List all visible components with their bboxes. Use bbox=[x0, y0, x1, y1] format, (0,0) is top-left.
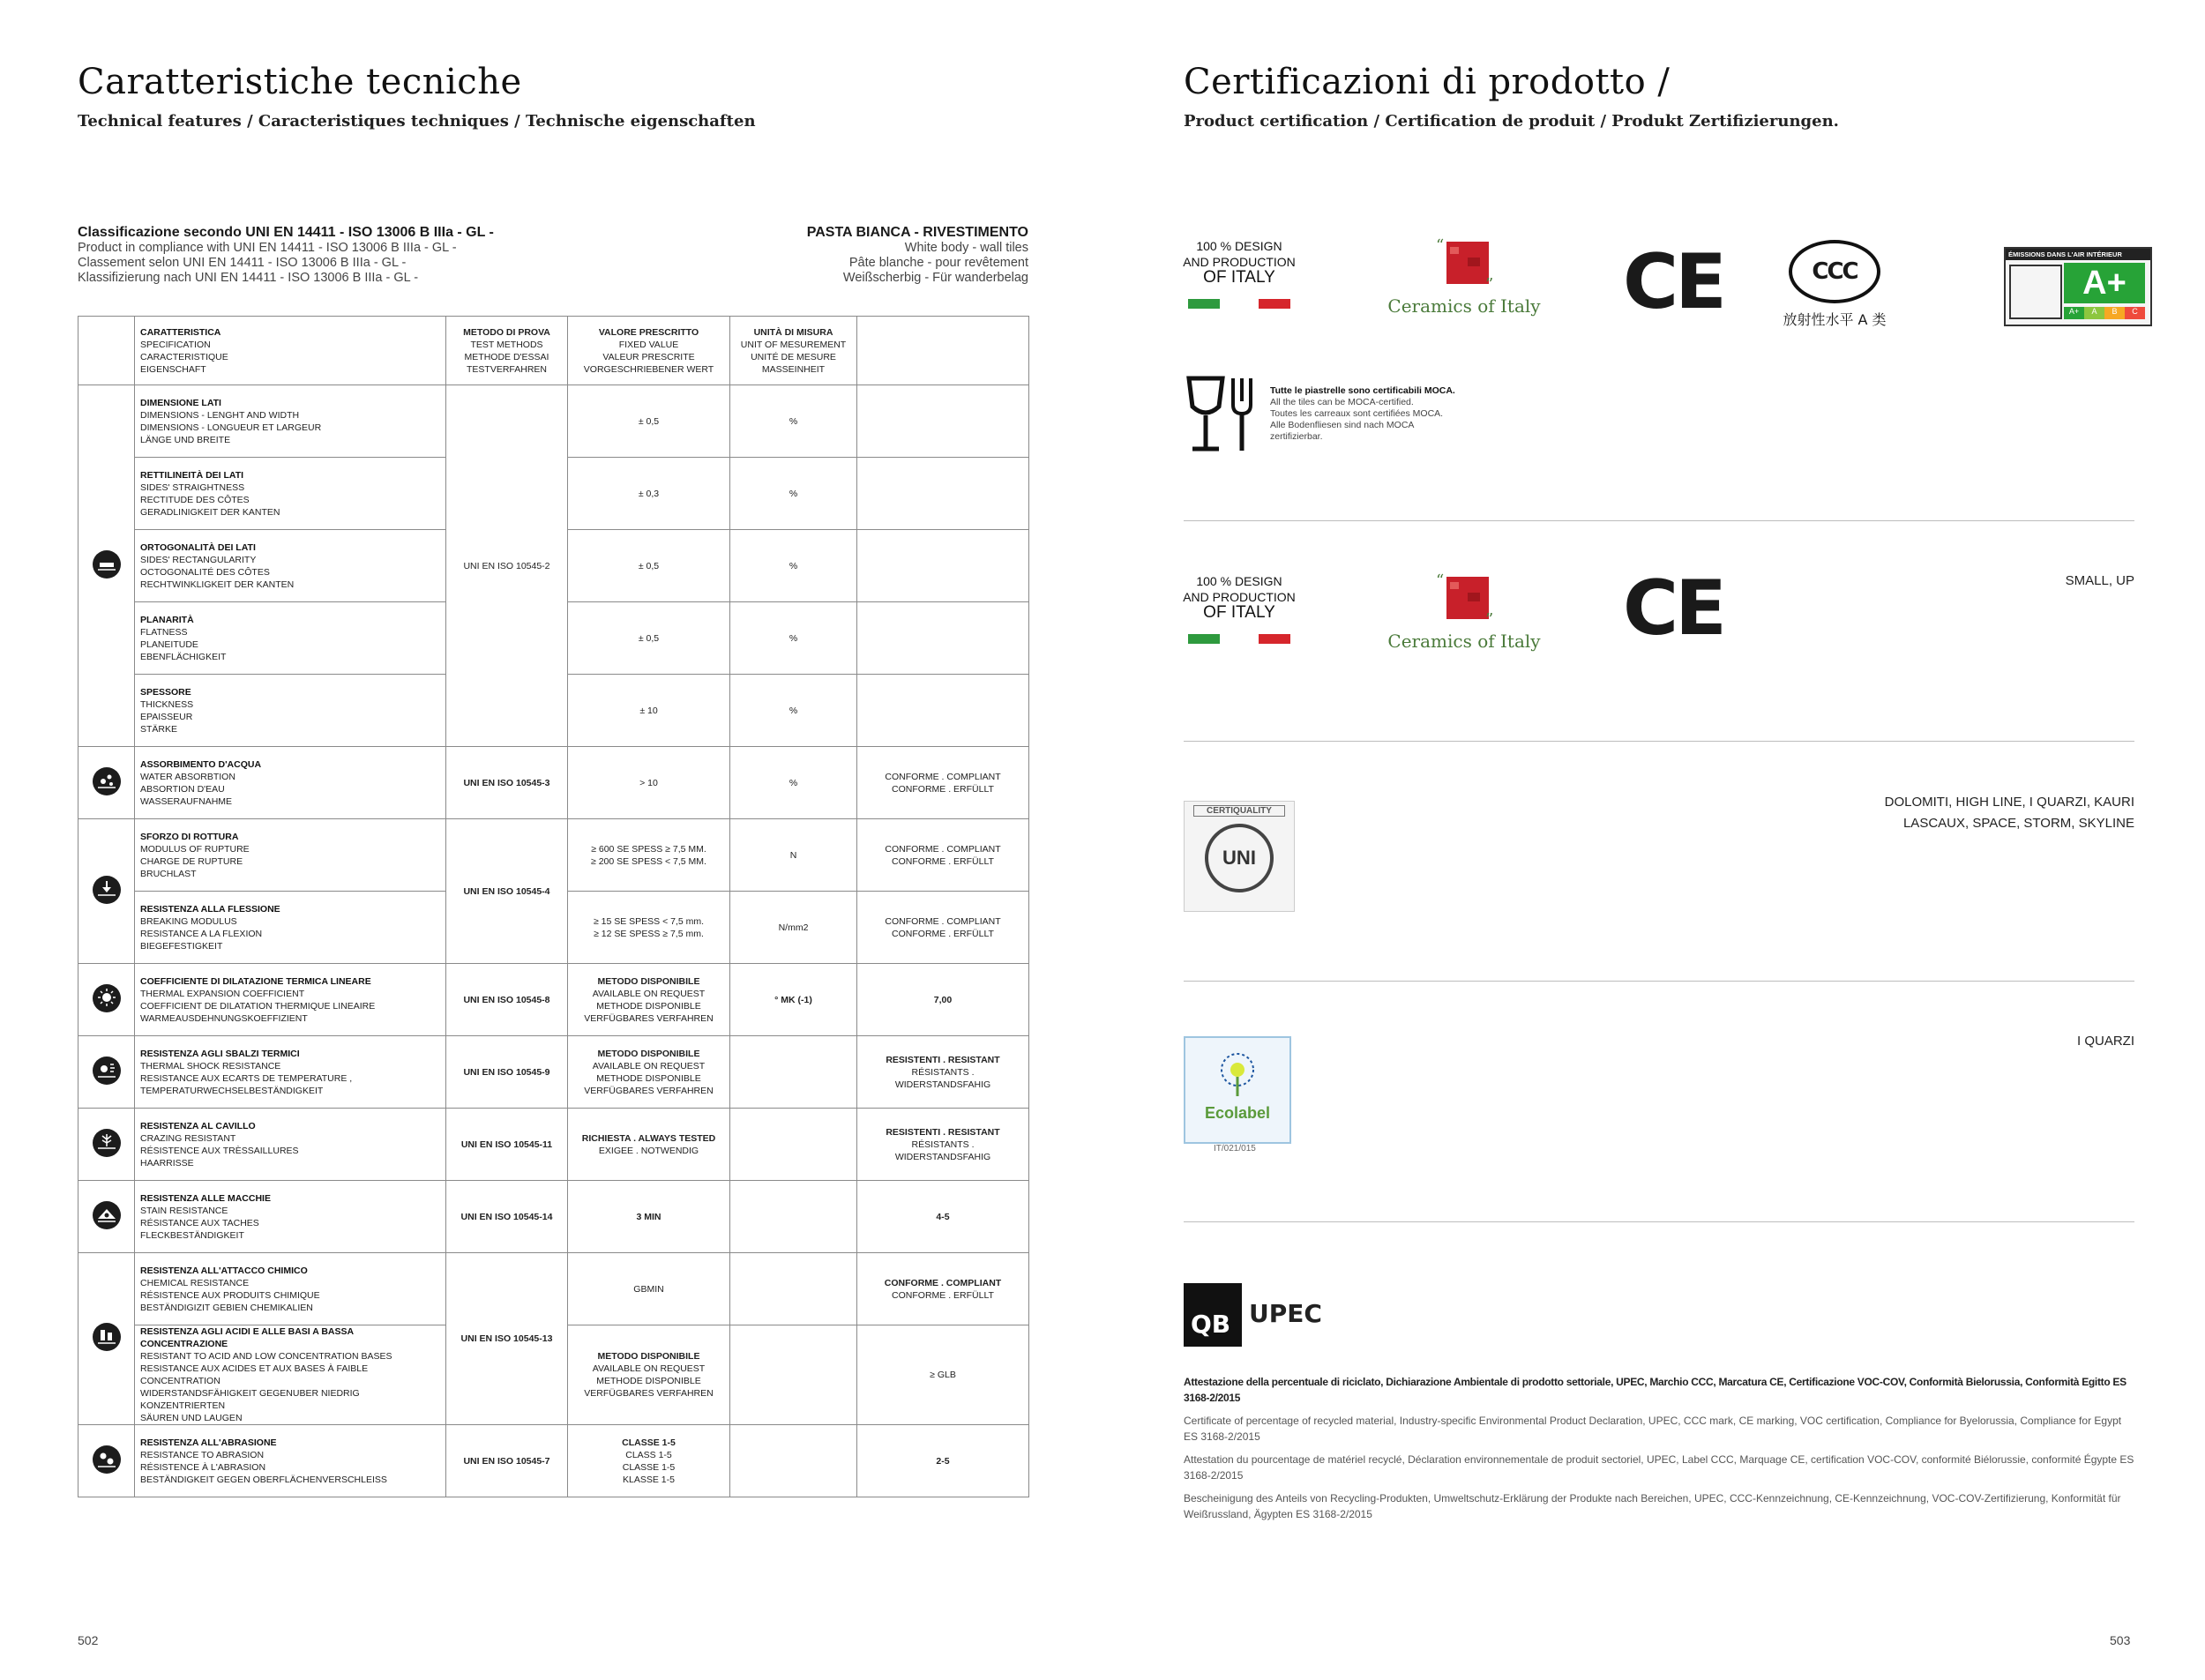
property-cell: ORTOGONALITÀ DEI LATI SIDES' RECTANGULARITY OCTOGONALITÉ DES CÔTES RECHTWINKLIGKEIT DER KANTEN bbox=[135, 530, 446, 602]
classification-line: Klassifizierung nach UNI EN 14411 - ISO 13006 B IIIa - GL - bbox=[78, 271, 419, 285]
value-cell: ± 0,5 bbox=[568, 385, 730, 458]
result-cell: 7,00 bbox=[857, 964, 1029, 1036]
thermal-icon-cell bbox=[78, 964, 135, 1036]
property-cell: SFORZO DI ROTTURA MODULUS OF RUPTURE CHARGE DE RUPTURE BRUCHLAST bbox=[135, 819, 446, 892]
qb-upec-logo: QB UPEC bbox=[1184, 1283, 1334, 1347]
property-cell: RESISTENZA ALLA FLESSIONE BREAKING MODULUS RESISTANCE A LA FLEXION BIEGEFESTIGKEIT bbox=[135, 892, 446, 964]
header-unit: UNITÀ DI MISURA UNIT OF MESUREMENT UNITÉ DE MESURE MASSEINHEIT bbox=[730, 317, 857, 385]
result-cell: 4-5 bbox=[857, 1181, 1029, 1253]
body-type-line: White body - wall tiles bbox=[904, 241, 1028, 255]
method-cell: UNI EN ISO 10545-13 bbox=[446, 1253, 568, 1425]
ecolabel-code: IT/021/015 bbox=[1214, 1144, 1256, 1154]
value-cell: GBMIN bbox=[568, 1253, 730, 1325]
divider bbox=[1184, 520, 2134, 521]
classification-line: Classement selon UNI EN 14411 - ISO 13006 B IIIa - GL - bbox=[78, 256, 407, 270]
table-row bbox=[78, 1181, 1029, 1253]
property-cell: RESISTENZA ALL'ABRASIONE RESISTANCE TO ABRASION RÉSISTENCE À L'ABRASION BESTÄNDIGKEIT GEGEN OBERFLÄCHENVERSCHLEISS bbox=[135, 1425, 446, 1497]
dimension-icon bbox=[93, 550, 121, 579]
value-cell: CLASSE 1-5 CLASS 1-5 CLASSE 1-5 KLASSE 1-5 bbox=[568, 1425, 730, 1497]
emissions-scale: A+ A B C bbox=[2064, 307, 2145, 319]
property-cell: RESISTENZA AL CAVILLO CRAZING RESISTANT RÉSISTENCE AUX TRÈSSAILLURES HAARRISSE bbox=[135, 1109, 446, 1181]
unit-cell: % bbox=[730, 458, 857, 530]
unit-cell: % bbox=[730, 602, 857, 675]
property-cell: PLANARITÀ FLATNESS PLANEITUDE EBENFLÄCHIGKEIT bbox=[135, 602, 446, 675]
ceramics-red-mark-icon bbox=[1429, 238, 1499, 291]
result-cell bbox=[857, 458, 1029, 530]
page-title-left: Caratteristiche tecniche bbox=[78, 62, 522, 102]
unit-cell bbox=[730, 1109, 857, 1181]
result-cell: CONFORME . COMPLIANT CONFORME . ERFÜLLT bbox=[857, 1253, 1029, 1325]
value-cell: ± 10 bbox=[568, 675, 730, 747]
result-cell bbox=[857, 675, 1029, 747]
header-value: VALORE PRESCRITTO FIXED VALUE VALEUR PRESCRITE VORGESCHRIEBENER WERT bbox=[568, 317, 730, 385]
svg-text:“: “ bbox=[1436, 238, 1445, 255]
result-cell: CONFORME . COMPLIANT CONFORME . ERFÜLLT bbox=[857, 892, 1029, 964]
body-type-block bbox=[670, 225, 1028, 286]
table-row bbox=[78, 747, 1029, 819]
page-number-right: 503 bbox=[2110, 1633, 2131, 1647]
flag-red-bar bbox=[1259, 634, 1290, 644]
classification-line: Product in compliance with UNI EN 14411 - ISO 13006 B IIIa - GL - bbox=[78, 241, 457, 255]
chemical-flask-icon bbox=[93, 1323, 121, 1351]
ceramics-of-italy-logo: “ ” Ceramics of Italy bbox=[1387, 238, 1541, 317]
method-cell: UNI EN ISO 10545-8 bbox=[446, 964, 568, 1036]
page-title-right: Certificazioni di prodotto / bbox=[1184, 62, 1671, 102]
made-in-italy-logo: 100 % DESIGN AND PRODUCTION OF ITALY bbox=[1182, 573, 1297, 647]
flag-red-bar bbox=[1259, 299, 1290, 309]
emissions-label-logo: ÉMISSIONS DANS L'AIR INTÉRIEUR A+ A+ A B C bbox=[2004, 247, 2152, 326]
method-cell: UNI EN ISO 10545-3 bbox=[446, 747, 568, 819]
crazing-icon bbox=[93, 1129, 121, 1157]
property-cell: RESISTENZA ALL'ATTACCO CHIMICO CHEMICAL RESISTANCE RÉSISTENCE AUX PRODUITS CHIMIQUE BESTÄNDIGIZIT GEBIEN CHEMIKALIEN bbox=[135, 1253, 446, 1325]
water-icon-cell bbox=[78, 747, 135, 819]
unit-cell bbox=[730, 1181, 857, 1253]
ccc-logo: CCC 放射性水平 A 类 bbox=[1782, 240, 1887, 329]
value-cell: ≥ 600 SE SPESS ≥ 7,5 MM. ≥ 200 SE SPESS < 7,5 MM. bbox=[568, 819, 730, 892]
method-cell: UNI EN ISO 10545-14 bbox=[446, 1181, 568, 1253]
result-cell bbox=[857, 385, 1029, 458]
header-method: METODO DI PROVA TEST METHODS METHODE D'ESSAI TESTVERFAHREN bbox=[446, 317, 568, 385]
row2-collections: SMALL, UP bbox=[2065, 573, 2134, 588]
certiquality-logo: CERTIQUALITY UNI bbox=[1184, 801, 1295, 912]
table-header-row bbox=[78, 317, 1029, 385]
abrasion-icon bbox=[93, 1445, 121, 1474]
result-cell: RESISTENTI . RESISTANT RÉSISTANTS . WIDERSTANDSFAHIG bbox=[857, 1036, 1029, 1109]
row3-collections: DOLOMITI, HIGH LINE, I QUARZI, KAURI LASCAUX, SPACE, STORM, SKYLINE bbox=[1884, 795, 2134, 831]
method-cell: UNI EN ISO 10545-4 bbox=[446, 819, 568, 964]
stain-icon bbox=[93, 1201, 121, 1229]
divider bbox=[1184, 741, 2134, 742]
sun-icon bbox=[93, 984, 121, 1012]
classification-block bbox=[78, 225, 572, 286]
qb-house-icon: QB bbox=[1184, 1283, 1242, 1347]
unit-cell: ° MK (-1) bbox=[730, 964, 857, 1036]
unit-cell: % bbox=[730, 385, 857, 458]
value-cell: ≥ 15 SE SPESS < 7,5 mm. ≥ 12 SE SPESS ≥ 7,5 mm. bbox=[568, 892, 730, 964]
moca-glass-fork-icon bbox=[1184, 375, 1258, 460]
water-drop-icon bbox=[93, 767, 121, 795]
property-cell: RESISTENZA ALLE MACCHIE STAIN RESISTANCE RÉSISTANCE AUX TACHES FLECKBESTÄNDIGKEIT bbox=[135, 1181, 446, 1253]
unit-cell: N bbox=[730, 819, 857, 892]
ce-mark-logo: CE bbox=[1623, 238, 1723, 326]
house-icon bbox=[2009, 265, 2062, 319]
technical-table bbox=[78, 316, 1029, 1497]
property-cell: RESISTENZA AGLI ACIDI E ALLE BASI A BASSA CONCENTRAZIONE RESISTANT TO ACID AND LOW CONCENTRATION BASES RESISTANCE AUX ACIDES ET AUX BASES À FAIBLE CONCENTRATION WIDERSTANDSFÄHIGKEIT GEGENUBER NIEDRIG KONZENTRIERTEN SÄUREN UND LAUGEN bbox=[135, 1325, 446, 1425]
flag-green-bar bbox=[1188, 299, 1220, 309]
ceramics-of-italy-logo: “ ” Ceramics of Italy bbox=[1387, 573, 1541, 652]
ecolabel-logo: Ecolabel bbox=[1184, 1036, 1291, 1144]
body-type-head: PASTA BIANCA - RIVESTIMENTO bbox=[806, 225, 1028, 240]
unit-cell bbox=[730, 1036, 857, 1109]
icon-header-cell bbox=[78, 317, 135, 385]
crazing-icon-cell bbox=[78, 1109, 135, 1181]
table-row bbox=[78, 1109, 1029, 1181]
thermal-shock-icon bbox=[93, 1057, 121, 1085]
value-cell: ± 0,5 bbox=[568, 602, 730, 675]
ce-mark-logo: CE bbox=[1623, 564, 1723, 653]
table-row bbox=[78, 1425, 1029, 1497]
chemical-icon-cell bbox=[78, 1253, 135, 1425]
property-cell: DIMENSIONE LATI DIMENSIONS - LENGHT AND WIDTH DIMENSIONS - LONGUEUR ET LARGEUR LÄNGE UND BREITE bbox=[135, 385, 446, 458]
result-cell: RESISTENTI . RESISTANT RÉSISTANTS . WIDERSTANDSFAHIG bbox=[857, 1109, 1029, 1181]
page-number-left: 502 bbox=[78, 1633, 99, 1647]
result-cell bbox=[857, 602, 1029, 675]
divider bbox=[1184, 1221, 2134, 1222]
property-cell: RESISTENZA AGLI SBALZI TERMICI THERMAL SHOCK RESISTANCE RESISTANCE AUX ECARTS DE TEMPERATURE , TEMPERATURWECHSELBESTÄNDIGKEIT bbox=[135, 1036, 446, 1109]
breaking-load-icon bbox=[93, 876, 121, 904]
property-cell: COEFFICIENTE DI DILATAZIONE TERMICA LINEARE THERMAL EXPANSION COEFFICIENT COEFFICIENT DE DILATATION THERMIQUE LINEAIRE WARMEAUSDEHNUNGSKOEFFIZIENT bbox=[135, 964, 446, 1036]
unit-cell: N/mm2 bbox=[730, 892, 857, 964]
result-cell: CONFORME . COMPLIANT CONFORME . ERFÜLLT bbox=[857, 819, 1029, 892]
method-cell: UNI EN ISO 10545-11 bbox=[446, 1109, 568, 1181]
rupture-icon-cell bbox=[78, 819, 135, 964]
certification-footer: Attestazione della percentuale di riciclato, Dichiarazione Ambientale di prodotto settoriale, UPEC, Marchio CCC, Marcatura CE, Certificazione VOC-COV, Conformità Bielorussia, Conformità Egitto ES 3168-2/2015 Certificate of percentage of recycled material, Industry-specific Environmental Product Declaration, UPEC, CCC mark, CE marking, VOC certification, Compliance for Byelorussia, Compliance for Egypt ES 3168-2/2015 Attestation du pourcentage de matériel recyclé, Déclaration environnementale de produit sectoriel, UPEC, Label CCC, Marquage CE, certification VOC-COV, conformité Biélorussie, conformité Égypte ES 3168-2/2015 Bescheinigung des Anteils von Recycling-Produkten, Umweltschutz-Erklärung der Produkte nach Bereichen, UPEC, CCC-Kennzeichnung, CE-Kennzeichnung, VOC-COV-Zertifizierung, Konformität für Weißrussland, Ägypten ES 3168-2/2015 bbox=[1184, 1376, 2134, 1520]
table-row bbox=[78, 819, 1029, 892]
property-cell: RETTILINEITÀ DEI LATI SIDES' STRAIGHTNESS RECTITUDE DES CÔTES GERADLINIGKEIT DER KANTEN bbox=[135, 458, 446, 530]
classification-head: Classificazione secondo UNI EN 14411 - ISO 13006 B IIIa - GL - bbox=[78, 225, 494, 240]
unit-cell: % bbox=[730, 747, 857, 819]
row4-collections: I QUARZI bbox=[2076, 1034, 2134, 1049]
value-cell: 3 MIN bbox=[568, 1181, 730, 1253]
table-row bbox=[78, 964, 1029, 1036]
stain-icon-cell bbox=[78, 1181, 135, 1253]
svg-text:”: ” bbox=[1485, 275, 1494, 291]
method-cell: UNI EN ISO 10545-7 bbox=[446, 1425, 568, 1497]
header-result bbox=[857, 317, 1029, 385]
page-subtitle-left: Technical features / Caracteristiques techniques / Technische eigenschaften bbox=[78, 112, 756, 131]
unit-cell: % bbox=[730, 675, 857, 747]
value-cell: METODO DISPONIBILE AVAILABLE ON REQUEST METHODE DISPONIBLE VERFÜGBARES VERFAHREN bbox=[568, 1325, 730, 1425]
ecolabel-flower-icon bbox=[1211, 1047, 1264, 1100]
property-cell: SPESSORE THICKNESS EPAISSEUR STÄRKE bbox=[135, 675, 446, 747]
unit-cell bbox=[730, 1253, 857, 1325]
abrasion-icon-cell bbox=[78, 1425, 135, 1497]
body-type-line: Pâte blanche - pour revêtement bbox=[848, 256, 1028, 270]
method-cell: UNI EN ISO 10545-2 bbox=[446, 385, 568, 747]
result-cell: ≥ GLB bbox=[857, 1325, 1029, 1425]
table-row bbox=[78, 385, 1029, 458]
property-cell: ASSORBIMENTO D'ACQUA WATER ABSORBTION ABSORTION D'EAU WASSERAUFNAHME bbox=[135, 747, 446, 819]
result-cell: CONFORME . COMPLIANT CONFORME . ERFÜLLT bbox=[857, 747, 1029, 819]
unit-cell bbox=[730, 1425, 857, 1497]
value-cell: METODO DISPONIBILE AVAILABLE ON REQUEST METHODE DISPONIBLE VERFÜGBARES VERFAHREN bbox=[568, 964, 730, 1036]
result-cell: 2-5 bbox=[857, 1425, 1029, 1497]
divider bbox=[1184, 981, 2134, 982]
table-row bbox=[78, 1036, 1029, 1109]
result-cell bbox=[857, 530, 1029, 602]
made-in-italy-logo: 100 % DESIGN AND PRODUCTION OF ITALY bbox=[1182, 238, 1297, 312]
value-cell: > 10 bbox=[568, 747, 730, 819]
value-cell: RICHIESTA . ALWAYS TESTED EXIGEE . NOTWENDIG bbox=[568, 1109, 730, 1181]
value-cell: ± 0,3 bbox=[568, 458, 730, 530]
flag-green-bar bbox=[1188, 634, 1220, 644]
table-row bbox=[78, 1253, 1029, 1325]
thermal-shock-icon-cell bbox=[78, 1036, 135, 1109]
body-type-line: Weißscherbig - Für wanderbelag bbox=[842, 271, 1028, 285]
svg-text:“: “ bbox=[1436, 573, 1445, 590]
svg-text:”: ” bbox=[1485, 610, 1494, 626]
page-subtitle-right: Product certification / Certification de produit / Produkt Zertifizierungen. bbox=[1184, 112, 1839, 131]
value-cell: ± 0,5 bbox=[568, 530, 730, 602]
header-characteristic: CARATTERISTICA SPECIFICATION CARACTERISTIQUE EIGENSCHAFT bbox=[135, 317, 446, 385]
ceramics-red-mark-icon bbox=[1429, 573, 1499, 626]
unit-cell bbox=[730, 1325, 857, 1425]
dimension-icon-cell bbox=[78, 385, 135, 747]
value-cell: METODO DISPONIBILE AVAILABLE ON REQUEST METHODE DISPONIBLE VERFÜGBARES VERFAHREN bbox=[568, 1036, 730, 1109]
moca-text: Tutte le piastrelle sono certificabili MOCA. All the tiles can be MOCA-certified. Toutes les carreaux sont certifiées MOCA. Alle Bodenfliesen sind nach MOCA zertifizierbar. bbox=[1270, 385, 1455, 442]
method-cell: UNI EN ISO 10545-9 bbox=[446, 1036, 568, 1109]
unit-cell: % bbox=[730, 530, 857, 602]
